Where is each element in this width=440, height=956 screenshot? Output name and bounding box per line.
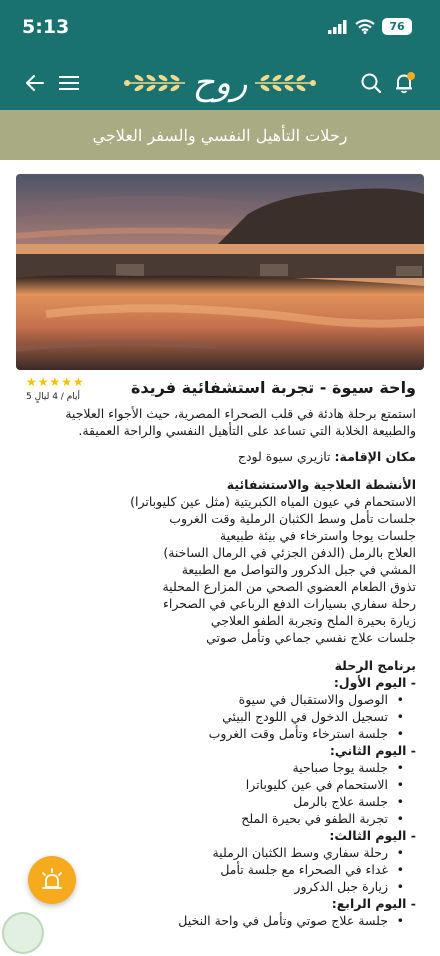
laurel-icon xyxy=(123,72,187,94)
activity-item: رحلة سفاري بسيارات الدفع الرباعي في الصحراء xyxy=(162,596,416,611)
activities-section xyxy=(16,476,416,646)
day-items xyxy=(16,759,416,827)
list-item: • جلسة يوجا صباحية xyxy=(16,759,416,776)
day-items xyxy=(16,844,416,895)
description-line: استمتع برحلة هادئة في قلب الصحراء المصرية، حيث الأجواء العلاجية xyxy=(65,406,416,421)
list-item: • زيارة جبل الدكرور xyxy=(16,878,416,895)
day-items xyxy=(16,912,416,929)
activity-item: العلاج بالرمل (الدفن الجزئي في الرمال الساخنة) xyxy=(163,545,416,560)
alert-fab-button[interactable] xyxy=(28,856,76,904)
status-time: 5:13 xyxy=(22,16,70,38)
menu-icon xyxy=(58,74,80,92)
app-logo xyxy=(110,56,330,110)
accommodation xyxy=(16,448,416,465)
list-item: • جلسة استرخاء وتأمل وقت الغروب xyxy=(16,725,416,742)
list-item: • تجربة الطفو في بحيرة الملح xyxy=(16,810,416,827)
trip-details xyxy=(0,160,440,956)
laurel-icon xyxy=(253,72,317,94)
day-label: - اليوم الأول: xyxy=(333,675,416,690)
alarm-light-icon xyxy=(39,867,65,893)
list-item: • جلسة علاج بالرمل xyxy=(16,793,416,810)
rating-stars: ★★★★★ xyxy=(26,375,85,389)
list-item: • تسجيل الدخول في اللودج البيئي xyxy=(16,708,416,725)
trip-hero-image xyxy=(16,174,424,370)
activity-item: جلسات يوجا واسترخاء في بيئة طبيعية xyxy=(219,528,416,543)
program-heading: برنامج الرحلة xyxy=(334,658,416,673)
activity-item: زيارة بحيرة الملح وتجربة الطفو العلاجي xyxy=(210,613,416,628)
notifications-button[interactable] xyxy=(388,66,422,100)
activity-item: الاستحمام في عيون المياه الكبريتية (مثل عين كليوباترا) xyxy=(130,494,416,509)
menu-button[interactable] xyxy=(52,66,86,100)
accommodation-label: مكان الإقامة: xyxy=(334,449,416,464)
description-line: والطبيعة الخلابة التي تساعد على التأهيل النفسي والراحة العميقة. xyxy=(78,423,416,438)
battery-indicator: 76 xyxy=(382,18,412,35)
trip-title: واحة سيوة - تجربة استشفائية فريدة xyxy=(130,378,416,397)
list-item: • الوصول والاستقبال في سيوة xyxy=(16,691,416,708)
wifi-icon xyxy=(355,19,375,34)
page-subtitle: رحلات التأهيل النفسي والسفر العلاجي xyxy=(0,110,440,160)
day-label: - اليوم الثاني: xyxy=(329,743,416,758)
app-bar xyxy=(0,56,440,110)
bottom-fade xyxy=(0,930,440,956)
logo-text: روح xyxy=(192,63,248,103)
notification-bell-icon xyxy=(393,71,417,95)
day-items xyxy=(16,691,416,742)
list-item: • جلسة علاج صوتي وتأمل في واحة النخيل xyxy=(16,912,416,929)
search-button[interactable] xyxy=(354,66,388,100)
status-bar xyxy=(0,0,440,56)
list-item: • غداء في الصحراء مع جلسة تأمل xyxy=(16,861,416,878)
back-button[interactable] xyxy=(18,66,52,100)
day-label: - اليوم الرابع: xyxy=(331,896,416,911)
signal-icon xyxy=(328,20,348,34)
trip-duration: 5 أيام / 4 ليالٍ xyxy=(26,392,81,402)
activity-item: جلسات علاج نفسي جماعي وتأمل صوتي xyxy=(206,630,416,645)
activity-item: المشي في جبل الدكرور والتواصل مع الطبيعة xyxy=(181,562,416,577)
list-item: • رحلة سفاري وسط الكثبان الرملية xyxy=(16,844,416,861)
list-item: • الاستحمام في عين كليوباترا xyxy=(16,776,416,793)
accommodation-value: تازيري سيوة لودج xyxy=(237,449,331,464)
day-label: - اليوم الثالث: xyxy=(329,828,416,843)
back-arrow-icon xyxy=(23,72,47,94)
activity-item: جلسات تأمل وسط الكثبان الرملية وقت الغروب xyxy=(169,511,416,526)
watermark-logo xyxy=(2,912,44,954)
trip-description xyxy=(16,405,416,439)
activity-item: تذوق الطعام العضوي الصحي من المزارع المحلية xyxy=(162,579,416,594)
program-section xyxy=(16,657,416,929)
activities-heading: الأنشطة العلاجية والاستشفائية xyxy=(226,477,416,492)
status-icons xyxy=(328,18,412,35)
search-icon xyxy=(360,72,382,94)
